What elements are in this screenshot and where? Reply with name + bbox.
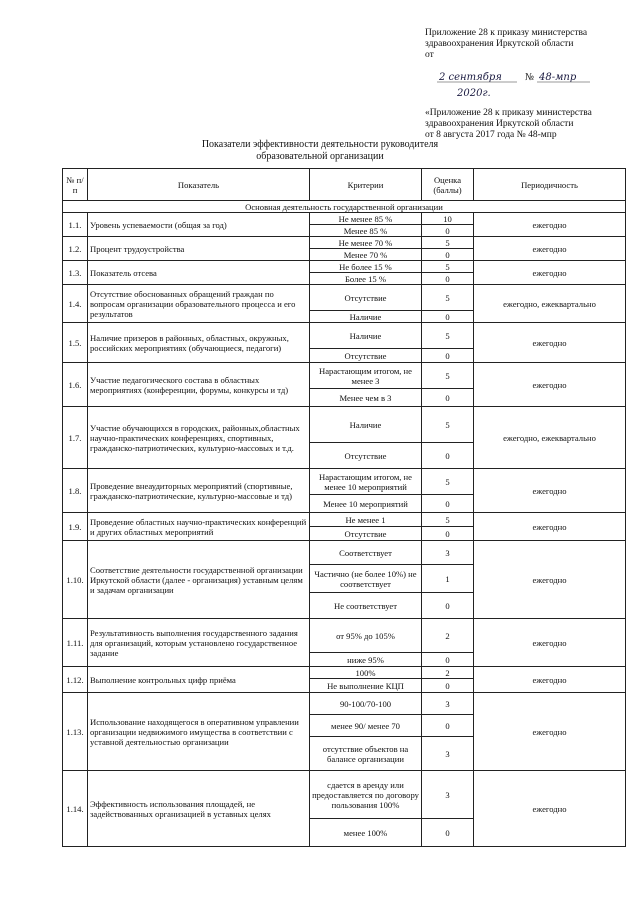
handwritten-number-text: 48-мпр — [539, 72, 577, 83]
title-line-1: Показатели эффективности деятельности руководителя — [201, 139, 439, 150]
period-cell: ежегодно — [474, 771, 626, 847]
annex-line-1: Приложение 28 к приказу министерства — [425, 28, 588, 38]
header-num: № п/п — [63, 169, 88, 201]
criteria-cell: Не более 15 % — [310, 261, 422, 273]
header-score: Оценка (баллы) — [422, 169, 474, 201]
table-row — [63, 323, 626, 349]
criteria-cell: отсутствие объектов на балансе организации — [310, 737, 422, 771]
row-number: 1.13. — [63, 693, 88, 771]
criteria-cell: Не менее 70 % — [310, 237, 422, 249]
row-number: 1.4. — [63, 285, 88, 323]
row-number: 1.12. — [63, 667, 88, 693]
row-number: 1.14. — [63, 771, 88, 847]
table-row — [63, 261, 626, 273]
header-indicator: Показатель — [88, 169, 310, 201]
criteria-cell: Менее 10 мероприятий — [310, 495, 422, 513]
criteria-cell: Нарастающим итогом, не менее 10 мероприятий — [310, 469, 422, 495]
header-criteria: Критерии — [310, 169, 422, 201]
criteria-cell: Отсутствие — [310, 349, 422, 363]
row-number: 1.8. — [63, 469, 88, 513]
score-cell: 0 — [422, 495, 474, 513]
score-cell: 0 — [422, 443, 474, 469]
criteria-cell: Наличие — [310, 311, 422, 323]
criteria-cell: Не менее 1 — [310, 513, 422, 527]
row-number: 1.2. — [63, 237, 88, 261]
criteria-cell: от 95% до 105% — [310, 619, 422, 653]
criteria-cell: Менее чем в 3 — [310, 389, 422, 407]
indicator-cell: Показатель отсева — [88, 261, 310, 285]
table-row — [63, 771, 626, 819]
order-annex-header — [425, 28, 625, 141]
indicator-cell: Наличие призеров в районных, областных, окружных, российских мероприятиях (обучающиеся, педагоги) — [88, 323, 310, 363]
score-cell: 5 — [422, 363, 474, 389]
criteria-cell: ниже 95% — [310, 653, 422, 667]
table-header-row — [63, 169, 626, 201]
criteria-cell: Менее 70 % — [310, 249, 422, 261]
row-number: 1.6. — [63, 363, 88, 407]
table-row — [63, 469, 626, 495]
period-cell: ежегодно — [474, 513, 626, 541]
score-cell: 10 — [422, 213, 474, 225]
handwritten-date-block — [425, 50, 625, 102]
period-cell: ежегодно — [474, 323, 626, 363]
row-number: 1.5. — [63, 323, 88, 363]
criteria-cell: Нарастающим итогом, не менее 3 — [310, 363, 422, 389]
header-period: Периодичность — [474, 169, 626, 201]
indicator-cell: Процент трудоустройства — [88, 237, 310, 261]
score-cell: 0 — [422, 349, 474, 363]
score-cell: 0 — [422, 389, 474, 407]
row-number: 1.7. — [63, 407, 88, 469]
section-title: Основная деятельность государственной организации — [63, 201, 626, 213]
period-cell: ежегодно — [474, 619, 626, 667]
score-cell: 0 — [422, 249, 474, 261]
criteria-cell: менее 90/ менее 70 — [310, 715, 422, 737]
score-cell: 5 — [422, 285, 474, 311]
score-cell: 3 — [422, 693, 474, 715]
score-cell: 3 — [422, 737, 474, 771]
indicator-cell: Отсутствие обоснованных обращений граждан по вопросам организации образовательного процесса и его результатов — [88, 285, 310, 323]
score-cell: 0 — [422, 653, 474, 667]
table-row — [63, 213, 626, 225]
period-cell: ежегодно — [474, 237, 626, 261]
table-row — [63, 285, 626, 311]
criteria-cell: Частично (не более 10%) не соответствует — [310, 565, 422, 593]
annex-line-3-prefix: от — [425, 50, 434, 60]
row-number: 1.3. — [63, 261, 88, 285]
indicator-cell: Использование находящегося в оперативном управлении организации недвижимого имущества в соответствии с уставной деятельностью организации — [88, 693, 310, 771]
score-cell: 3 — [422, 541, 474, 565]
score-cell: 5 — [422, 469, 474, 495]
table-row — [63, 407, 626, 443]
criteria-cell: Не выполнение КЦП — [310, 679, 422, 693]
indicator-cell: Проведение областных научно-практических конференций и других областных мероприятий — [88, 513, 310, 541]
score-cell: 0 — [422, 273, 474, 285]
criteria-cell: 100% — [310, 667, 422, 679]
table-row — [63, 541, 626, 565]
handwritten-date — [425, 72, 625, 102]
number-sign: № — [525, 72, 534, 83]
period-cell: ежегодно — [474, 213, 626, 237]
criteria-cell: Менее 85 % — [310, 225, 422, 237]
indicator-cell: Эффективность использования площадей, не задействованных организацией в уставных целях — [88, 771, 310, 847]
table-row — [63, 667, 626, 679]
quote-annex-line-1: «Приложение 28 к приказу министерства — [425, 108, 592, 118]
table-row — [63, 619, 626, 653]
period-cell: ежегодно — [474, 261, 626, 285]
table-row — [63, 237, 626, 249]
criteria-cell: Наличие — [310, 407, 422, 443]
score-cell: 0 — [422, 311, 474, 323]
row-number: 1.1. — [63, 213, 88, 237]
score-cell: 5 — [422, 323, 474, 349]
annex-line-2: здравоохранения Иркутской области — [425, 39, 574, 49]
score-cell: 5 — [422, 513, 474, 527]
criteria-cell: Не соответствует — [310, 593, 422, 619]
score-cell: 2 — [422, 667, 474, 679]
criteria-cell: Отсутствие — [310, 443, 422, 469]
indicator-cell: Проведение внеаудиторных мероприятий (спортивные, гражданско-патриотические, культурно-массовые и тд) — [88, 469, 310, 513]
score-cell: 0 — [422, 715, 474, 737]
document-title — [150, 139, 490, 163]
score-cell: 0 — [422, 527, 474, 541]
criteria-cell: Отсутствие — [310, 527, 422, 541]
period-cell: ежегодно — [474, 541, 626, 619]
title-line-2: образовательной организации — [256, 151, 384, 162]
indicator-cell: Соответствие деятельности государственной организации Иркутской области (далее - организация) уставным целям и задачам организации — [88, 541, 310, 619]
criteria-cell: Не менее 85 % — [310, 213, 422, 225]
period-cell: ежегодно — [474, 693, 626, 771]
indicator-cell: Результативность выполнения государственного задания для организаций, которым установлено государственное задание — [88, 619, 310, 667]
score-cell: 5 — [422, 407, 474, 443]
score-cell: 0 — [422, 593, 474, 619]
period-cell: ежегодно — [474, 469, 626, 513]
quote-annex-line-2: здравоохранения Иркутской области — [425, 119, 574, 129]
table-row — [63, 513, 626, 527]
score-cell: 2 — [422, 619, 474, 653]
period-cell: ежегодно, ежеквартально — [474, 285, 626, 323]
handwritten-date-text: 2 сентября — [439, 72, 502, 83]
section-row — [63, 201, 626, 213]
criteria-cell: Соответствует — [310, 541, 422, 565]
indicator-cell: Участие обучающихся в городских, районных,областных научно-практических конференциях, спортивных, гражданско-патриотических, культурно-массовых и т.д. — [88, 407, 310, 469]
row-number: 1.10. — [63, 541, 88, 619]
score-cell: 1 — [422, 565, 474, 593]
criteria-cell: Наличие — [310, 323, 422, 349]
row-number: 1.11. — [63, 619, 88, 667]
criteria-cell: Отсутствие — [310, 285, 422, 311]
quote-annex-line-3: от 8 августа 2017 года № 48-мпр — [425, 130, 557, 140]
period-cell: ежегодно — [474, 667, 626, 693]
criteria-cell: 90-100/70-100 — [310, 693, 422, 715]
table-row — [63, 363, 626, 389]
score-cell: 0 — [422, 679, 474, 693]
handwritten-year-text: 2020г. — [457, 88, 491, 99]
table-row — [63, 693, 626, 715]
indicators-table — [62, 168, 626, 847]
score-cell: 0 — [422, 225, 474, 237]
indicator-cell: Участие педагогического состава в областных мероприятиях (конференции, форумы, конкурсы и тд) — [88, 363, 310, 407]
score-cell: 5 — [422, 237, 474, 249]
indicator-cell: Выполнение контрольных цифр приёма — [88, 667, 310, 693]
score-cell: 3 — [422, 771, 474, 819]
criteria-cell: сдается в аренду или предоставляется по договору пользования 100% — [310, 771, 422, 819]
score-cell: 0 — [422, 819, 474, 847]
period-cell: ежегодно — [474, 363, 626, 407]
period-cell: ежегодно, ежеквартально — [474, 407, 626, 469]
indicator-cell: Уровень успеваемости (общая за год) — [88, 213, 310, 237]
score-cell: 5 — [422, 261, 474, 273]
criteria-cell: менее 100% — [310, 819, 422, 847]
row-number: 1.9. — [63, 513, 88, 541]
criteria-cell: Более 15 % — [310, 273, 422, 285]
